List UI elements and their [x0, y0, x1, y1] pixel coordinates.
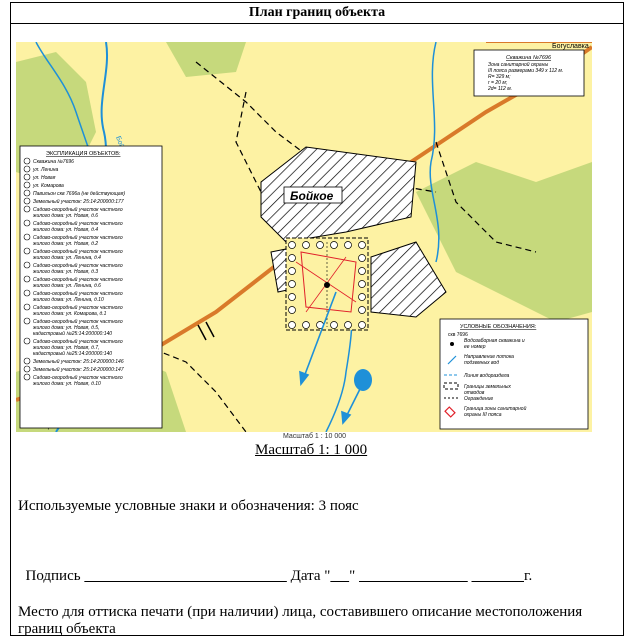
legend-well-symbol [450, 342, 454, 346]
legend-item: Водозаборная скважина и [464, 338, 525, 344]
explication-item: жилого дома: ул. Новая, д.5, [33, 325, 100, 331]
well-info-line: r = 20 м; [488, 80, 508, 86]
explication-item: Садово-огородный участок частного [33, 305, 123, 311]
signature-label: Подпись [25, 568, 81, 584]
legend-item: подземных вод [464, 360, 500, 366]
date-month-field[interactable] [359, 568, 468, 584]
legend-item: ее номер [464, 344, 486, 350]
explication-item: Садово-огородный участок частного [33, 339, 123, 345]
explication-marker [24, 220, 30, 226]
stamp-text: Место для оттиска печати (при наличии) лица, составившего описание местоположения границ объекта [18, 604, 583, 637]
signature-field[interactable] [84, 568, 287, 584]
explication-item: Земельный участок: 25:14:200000:177 [33, 199, 124, 205]
used-signs-text: Используемые условные знаки и обозначения: 3 пояс [18, 498, 359, 514]
legend-item: Направление потока [464, 354, 514, 360]
map-scale-caption: Масштаб 1 : 10 000 [283, 433, 347, 440]
well-info-title: Скважина №7696 [506, 55, 552, 61]
pond [354, 369, 372, 391]
explication-item: жилого дома: ул. Новая, д.3 [33, 269, 99, 275]
village-label: Бойкое [290, 189, 334, 203]
date-day-field[interactable] [330, 568, 349, 584]
explication-marker [24, 198, 30, 204]
legend-well-label: скв 7696 [448, 332, 468, 338]
date-year-field[interactable] [472, 568, 525, 584]
date-quote-close: " [349, 568, 356, 584]
legend-title: УСЛОВНЫЕ ОБОЗНАЧЕНИЯ: [460, 324, 537, 330]
explication-item: жилого дома: ул. Новая, д.6 [33, 213, 99, 219]
road-label-top-right: Богуславка [552, 43, 589, 50]
explication-item: Садово-огородный участок частного [33, 277, 123, 283]
explication-item: Садово-огородный участок частного [33, 291, 123, 297]
legend-item: Границы земельных [464, 384, 511, 390]
legend-item: охраны III пояса [464, 412, 502, 418]
explication-marker [24, 374, 30, 380]
explication-marker [24, 262, 30, 268]
date-quote-open: " [324, 568, 331, 584]
explication-item: жилого дома: ул. Новая, д.2 [33, 241, 99, 247]
explication-item: жилого дома: ул. Ленина, д.6 [33, 283, 101, 289]
explication-item: ул. Комарова [33, 183, 64, 189]
explication-item: Садово-огородный участок частного [33, 235, 123, 241]
explication-marker [24, 174, 30, 180]
explication-marker [24, 190, 30, 196]
explication-item: Павильон скв 7696а (не действующая) [33, 191, 126, 197]
explication-item: Садово-огородный участок частного [33, 249, 123, 255]
explication-item: жилого дома: ул. Комарова, д.1 [33, 311, 107, 317]
explication-marker [24, 166, 30, 172]
explication-item: жилого дома: ул. Ленина, д.4 [33, 255, 101, 261]
explication-marker [24, 304, 30, 310]
document-title: План границ объекта [10, 2, 624, 24]
well-info-line: III пояса размерами 349 х 112 м. [488, 68, 564, 74]
explication-marker [24, 234, 30, 240]
explication-marker [24, 182, 30, 188]
explication-item: кадастровый №25:14:200000:140 [33, 351, 113, 357]
legend-item: Граница зоны санитарной [464, 406, 527, 412]
explication-item: кадастровый №25:14:200000:140 [33, 331, 113, 337]
explication-marker [24, 290, 30, 296]
scale-text: Масштаб 1: 1 000 [255, 442, 368, 458]
explication-item: Земельный участок: 25:14:200000:146 [33, 359, 124, 365]
explication-item: ул. Ленина [33, 167, 59, 173]
explication-item: Садово-огородный участок частного [33, 319, 123, 325]
legend-item: Линия водораздела [464, 373, 510, 379]
well-info-line: R= 329 м; [488, 74, 511, 80]
signature-line [18, 551, 532, 585]
explication-item: жилого дома: ул. Новая, д.10 [33, 381, 101, 387]
date-label: Дата [290, 568, 321, 584]
explication-marker [24, 248, 30, 254]
boundary-map [16, 42, 592, 432]
well-info-line: 2d= 112 м. [488, 86, 513, 92]
explication-marker [24, 338, 30, 344]
explication-marker [24, 276, 30, 282]
year-suffix: г. [524, 568, 533, 584]
legend-item: отводов [464, 390, 485, 396]
well-info-box [474, 50, 584, 96]
explication-item: Садово-огородный участок частного [33, 207, 123, 213]
explication-marker [24, 366, 30, 372]
explication-item: Скважина №7696 [33, 159, 74, 165]
explication-item: Земельный участок: 25:14:200000:147 [33, 367, 124, 373]
explication-box [20, 146, 162, 428]
explication-item: Садово-огородный участок частного [33, 263, 123, 269]
explication-marker [24, 358, 30, 364]
explication-item: жилого дома: ул. Новая, д.4 [33, 227, 99, 233]
explication-marker [24, 206, 30, 212]
well-info-line: Зона санитарной охраны [488, 62, 549, 68]
legend-box [440, 319, 588, 429]
explication-item: Садово-огородный участок частного [33, 221, 123, 227]
explication-item: Садово-огородный участок частного [33, 375, 123, 381]
legend-item: Ограждение [464, 396, 494, 402]
explication-marker [24, 158, 30, 164]
explication-title: ЭКСПЛИКАЦИЯ ОБЪЕКТОВ: [46, 151, 121, 157]
explication-marker [24, 318, 30, 324]
explication-item: жилого дома: ул. Ленина, д.10 [33, 297, 104, 303]
explication-item: жилого дома: ул. Новая, д.7, [33, 345, 100, 351]
explication-item: ул. Новая [33, 175, 56, 181]
